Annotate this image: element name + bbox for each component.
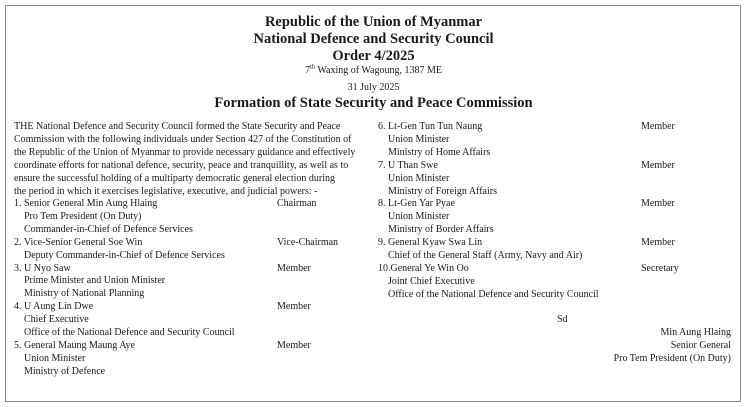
member-entry bbox=[14, 237, 374, 263]
member-detail: Ministry of Defence bbox=[24, 365, 106, 377]
member-entry bbox=[378, 198, 738, 237]
intro-line: the period in which it exercises legislative, executive, and judicial powers: - bbox=[14, 185, 318, 197]
member-name: 7. U Than Swe bbox=[378, 159, 438, 171]
member-detail: Ministry of Foreign Affairs bbox=[388, 185, 497, 197]
member-entry bbox=[378, 160, 738, 199]
member-detail: Prime Minister and Union Minister bbox=[24, 275, 166, 287]
signed-mark: Sd bbox=[557, 314, 568, 325]
council-heading: National Defence and Security Council bbox=[253, 31, 494, 47]
member-role: Chairman bbox=[277, 198, 317, 209]
member-entry bbox=[14, 340, 374, 379]
member-detail: Commander-in-Chief of Defence Services bbox=[24, 223, 193, 235]
order-number: Order 4/2025 bbox=[332, 48, 415, 64]
member-detail: Chief of the General Staff (Army, Navy and Air) bbox=[388, 250, 583, 262]
republic-heading: Republic of the Union of Myanmar bbox=[264, 14, 483, 30]
member-entry bbox=[14, 301, 374, 340]
intro-line: the Republic of the Union of Myanmar to provide necessary guidance and effectively bbox=[14, 146, 356, 158]
member-detail: Union Minister bbox=[388, 133, 450, 145]
member-detail: Office of the National Defence and Security Council bbox=[24, 327, 235, 339]
intro-line: ensure the successful holding of a multiparty democratic general election during bbox=[14, 172, 336, 184]
member-role: Member bbox=[277, 262, 311, 274]
member-role: Vice-Chairman bbox=[277, 236, 339, 248]
intro-line: Commission with the following individuals under Section 427 of the Constitution of bbox=[14, 133, 352, 145]
member-role: Member bbox=[641, 121, 675, 132]
member-role: Member bbox=[641, 198, 675, 210]
member-name: 9. General Kyaw Swa Lin bbox=[378, 237, 483, 249]
member-detail: Ministry of National Planning bbox=[24, 288, 145, 300]
member-detail: Ministry of Border Affairs bbox=[388, 224, 494, 236]
signatory-name: Min Aung Hlaing bbox=[660, 327, 731, 338]
signature-block bbox=[614, 327, 731, 366]
member-name: 10.General Ye Win Oo bbox=[378, 262, 469, 274]
member-entry bbox=[378, 237, 738, 263]
signatory-position: Pro Tem President (On Duty) bbox=[613, 352, 731, 364]
member-name: 6. Lt-Gen Tun Tun Naung bbox=[378, 121, 483, 132]
member-entry bbox=[14, 263, 374, 302]
document-title: Formation of State Security and Peace Commission bbox=[214, 95, 533, 111]
member-detail: Office of the National Defence and Security Council bbox=[388, 288, 599, 300]
intro-line: coordinate efforts for national defence, security, peace and tranquillity, as well as to bbox=[14, 159, 349, 171]
member-name: 1. Senior General Min Aung Hlaing bbox=[14, 198, 158, 209]
member-detail: Union Minister bbox=[24, 352, 86, 364]
member-entry bbox=[14, 198, 374, 237]
member-detail: Joint Chief Executive bbox=[388, 275, 475, 287]
intro-line: THE National Defence and Security Council formed the State Security and Peace bbox=[14, 121, 341, 132]
member-role: Member bbox=[277, 339, 311, 351]
member-detail: Pro Tem President (On Duty) bbox=[24, 210, 142, 222]
member-list-left bbox=[14, 198, 374, 379]
member-entry bbox=[378, 121, 738, 160]
myanmar-date: 7th Waxing of Wagoung, 1387 ME bbox=[305, 63, 442, 76]
member-detail: Deputy Commander-in-Chief of Defence Services bbox=[24, 249, 225, 261]
member-name: 8. Lt-Gen Yar Pyae bbox=[378, 198, 455, 210]
member-list-right bbox=[378, 121, 738, 302]
member-role: Member bbox=[277, 301, 311, 313]
intro-paragraph bbox=[14, 121, 374, 198]
member-entry bbox=[378, 263, 738, 302]
member-role: Member bbox=[641, 237, 675, 249]
member-name: 3. U Nyo Saw bbox=[14, 262, 71, 274]
member-role: Secretary bbox=[641, 262, 679, 274]
member-name: 2. Vice-Senior General Soe Win bbox=[14, 236, 143, 248]
member-detail: Chief Executive bbox=[24, 314, 89, 326]
member-name: 5. General Maung Maung Aye bbox=[14, 339, 135, 351]
member-detail: Union Minister bbox=[388, 172, 450, 184]
member-name: 4. U Aung Lin Dwe bbox=[14, 301, 94, 313]
gregorian-date: 31 July 2025 bbox=[347, 82, 400, 93]
member-detail: Union Minister bbox=[388, 211, 450, 223]
signatory-rank: Senior General bbox=[670, 339, 731, 351]
member-detail: Ministry of Home Affairs bbox=[388, 146, 491, 158]
member-role: Member bbox=[641, 159, 675, 171]
